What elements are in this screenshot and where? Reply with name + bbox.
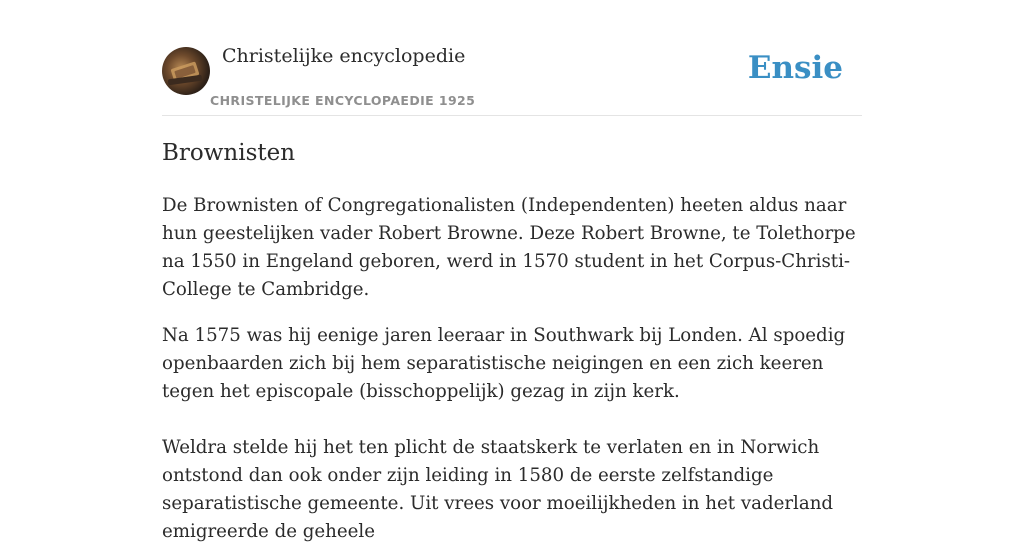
page-container bbox=[162, 0, 862, 542]
article-body bbox=[162, 192, 862, 546]
site-header bbox=[162, 0, 862, 116]
article-paragraph: De Brownisten of Congregationalisten (Independenten) heeten aldus naar hun geestelijken vader Robert Browne. Deze Robert Browne, te Tolethorpe na 1550 in Engeland geboren, werd in 1570 student in het Corpus-Christi-College te Cambridge. bbox=[162, 195, 856, 300]
article-paragraph: Na 1575 was hij eenige jaren leeraar in Southwark bij Londen. Al spoedig openbaarden zich bij hem separatistische neigingen en een zich keeren tegen het episcopale (bisschoppelijk) gezag in zijn kerk. bbox=[162, 325, 846, 402]
article-paragraph: Weldra stelde hij het ten plicht de staatskerk te verlaten en in Norwich ontstond dan ook onder zijn leiding in 1580 de eerste zelfstandige separatistische gemeente. Uit vrees voor moeilijkheden in het vaderland emigreerde de geheele bbox=[162, 437, 834, 542]
book-thumbnail-icon[interactable] bbox=[162, 47, 210, 95]
ensie-logo[interactable]: Ensie bbox=[747, 50, 843, 86]
article-title: Brownisten bbox=[162, 140, 296, 166]
source-subtitle: CHRISTELIJKE ENCYCLOPAEDIE 1925 bbox=[210, 93, 476, 108]
source-title[interactable]: Christelijke encyclopedie bbox=[222, 45, 466, 67]
